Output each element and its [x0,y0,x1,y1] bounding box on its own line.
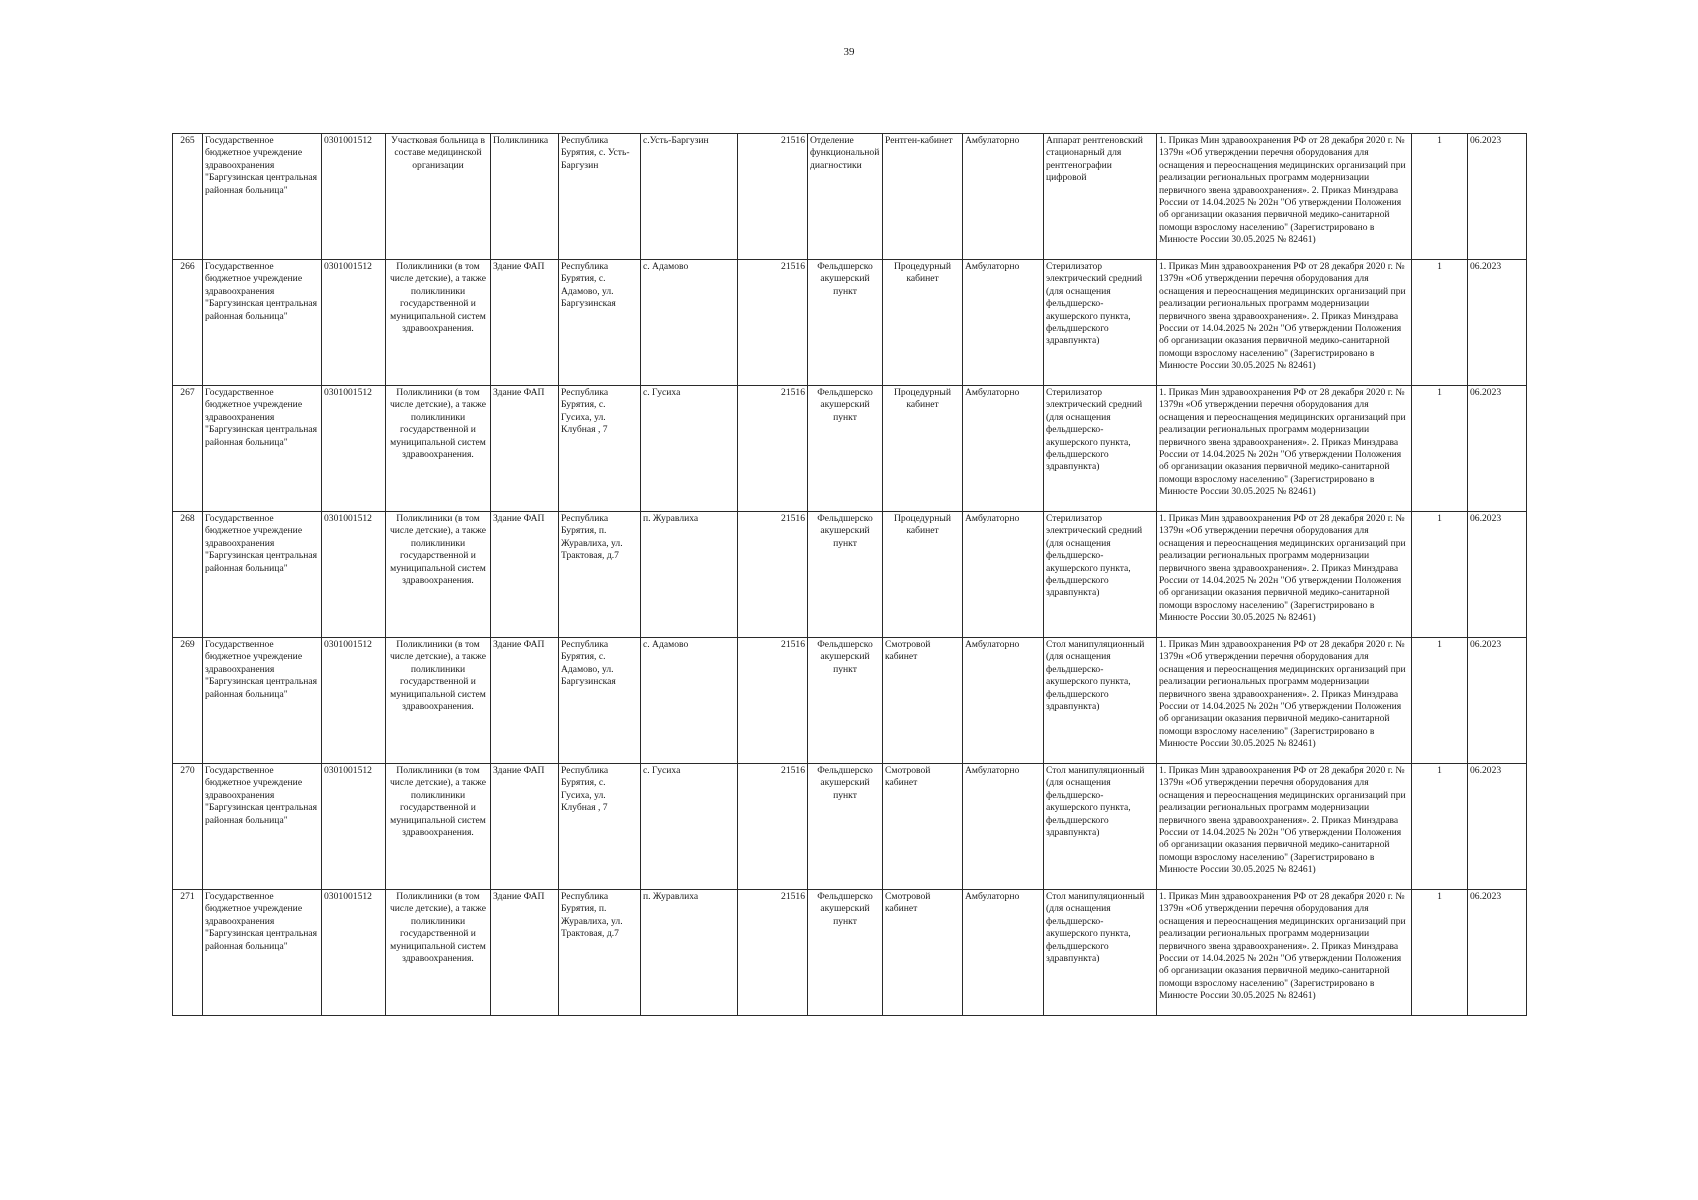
basis-cell: 1. Приказ Мин здравоохранения РФ от 28 декабря 2020 г. № 1379н «Об утверждении перечня оборудования для оснащения и переоснащения медицинских организаций при реализации региональных программ модернизации первичного звена здравоохранения». 2. Приказ Минздрава России от 14.04.2025 № 202н "Об утверждении Положения об организации оказания первичной медико-санитарной помощи взрослому населению" (Зарегистрировано в Минюсте России 30.05.2025 № 82461) [1157,764,1412,890]
date-cell: 06.2023 [1468,134,1527,260]
table-row [173,260,1527,386]
address-cell: Республика Бурятия, п. Журавлиха, ул. Трактовая, д.7 [559,512,641,638]
settlement-cell: с. Адамово [641,260,738,386]
equipment-cell: Стол манипуляционный (для оснащения фельдшерско-акушерского пункта, фельдшерского здравпункта) [1044,890,1157,1016]
care-form-cell: Амбулаторно [963,134,1044,260]
building-cell: Здание ФАП [491,386,559,512]
unit-type-cell: Поликлиники (в том числе детские), а также поликлиники государственной и муниципальной систем здравоохранения. [386,638,491,764]
care-form-cell: Амбулаторно [963,890,1044,1016]
address-cell: Республика Бурятия, с. Адамово, ул. Баргузинская [559,260,641,386]
building-cell: Здание ФАП [491,512,559,638]
care-form-cell: Амбулаторно [963,764,1044,890]
address-cell: Республика Бурятия, с. Усть-Баргузин [559,134,641,260]
date-cell: 06.2023 [1468,512,1527,638]
organization-cell: Государственное бюджетное учреждение здравоохранения "Баргузинская центральная районная больница" [203,134,322,260]
organization-cell: Государственное бюджетное учреждение здравоохранения "Баргузинская центральная районная больница" [203,386,322,512]
equipment-cell: Стерилизатор электрический средний (для оснащения фельдшерско-акушерского пункта, фельдшерского здравпункта) [1044,512,1157,638]
table-row [173,386,1527,512]
care-form-cell: Амбулаторно [963,512,1044,638]
basis-cell: 1. Приказ Мин здравоохранения РФ от 28 декабря 2020 г. № 1379н «Об утверждении перечня оборудования для оснащения и переоснащения медицинских организаций при реализации региональных программ модернизации первичного звена здравоохранения». 2. Приказ Минздрава России от 14.04.2025 № 202н "Об утверждении Положения об организации оказания первичной медико-санитарной помощи взрослому населению" (Зарегистрировано в Минюсте России 30.05.2025 № 82461) [1157,638,1412,764]
care-form-cell: Амбулаторно [963,260,1044,386]
equipment-cell: Стерилизатор электрический средний (для оснащения фельдшерско-акушерского пункта, фельдшерского здравпункта) [1044,260,1157,386]
room-cell: Процедурный кабинет [883,386,963,512]
okato-cell: 21516 [738,638,808,764]
room-cell: Процедурный кабинет [883,512,963,638]
basis-cell: 1. Приказ Мин здравоохранения РФ от 28 декабря 2020 г. № 1379н «Об утверждении перечня оборудования для оснащения и переоснащения медицинских организаций при реализации региональных программ модернизации первичного звена здравоохранения». 2. Приказ Минздрава России от 14.04.2025 № 202н "Об утверждении Положения об организации оказания первичной медико-санитарной помощи взрослому населению" (Зарегистрировано в Минюсте России 30.05.2025 № 82461) [1157,134,1412,260]
okato-cell: 21516 [738,512,808,638]
organization-cell: Государственное бюджетное учреждение здравоохранения "Баргузинская центральная районная больница" [203,512,322,638]
row-number: 265 [173,134,203,260]
building-cell: Здание ФАП [491,260,559,386]
quantity-cell: 1 [1412,512,1468,638]
organization-code-cell: 0301001512 [322,638,386,764]
okato-cell: 21516 [738,134,808,260]
basis-cell: 1. Приказ Мин здравоохранения РФ от 28 декабря 2020 г. № 1379н «Об утверждении перечня оборудования для оснащения и переоснащения медицинских организаций при реализации региональных программ модернизации первичного звена здравоохранения». 2. Приказ Минздрава России от 14.04.2025 № 202н "Об утверждении Положения об организации оказания первичной медико-санитарной помощи взрослому населению" (Зарегистрировано в Минюсте России 30.05.2025 № 82461) [1157,890,1412,1016]
organization-code-cell: 0301001512 [322,764,386,890]
table-row [173,638,1527,764]
department-cell: Фельдшерско акушерский пункт [808,386,883,512]
quantity-cell: 1 [1412,260,1468,386]
unit-type-cell: Поликлиники (в том числе детские), а также поликлиники государственной и муниципальной систем здравоохранения. [386,890,491,1016]
organization-cell: Государственное бюджетное учреждение здравоохранения "Баргузинская центральная районная больница" [203,890,322,1016]
department-cell: Фельдшерско акушерский пункт [808,638,883,764]
unit-type-cell: Участковая больница в составе медицинской организации [386,134,491,260]
page-number: 39 [843,46,855,58]
organization-code-cell: 0301001512 [322,134,386,260]
address-cell: Республика Бурятия, с. Гусиха, ул. Клубная , 7 [559,386,641,512]
equipment-cell: Стол манипуляционный (для оснащения фельдшерско-акушерского пункта, фельдшерского здравпункта) [1044,764,1157,890]
building-cell: Поликлиника [491,134,559,260]
settlement-cell: п. Журавлиха [641,512,738,638]
equipment-cell: Аппарат рентгеновский стационарный для рентгенографии цифровой [1044,134,1157,260]
building-cell: Здание ФАП [491,764,559,890]
quantity-cell: 1 [1412,638,1468,764]
basis-cell: 1. Приказ Мин здравоохранения РФ от 28 декабря 2020 г. № 1379н «Об утверждении перечня оборудования для оснащения и переоснащения медицинских организаций при реализации региональных программ модернизации первичного звена здравоохранения». 2. Приказ Минздрава России от 14.04.2025 № 202н "Об утверждении Положения об организации оказания первичной медико-санитарной помощи взрослому населению" (Зарегистрировано в Минюсте России 30.05.2025 № 82461) [1157,386,1412,512]
department-cell: Фельдшерско акушерский пункт [808,260,883,386]
date-cell: 06.2023 [1468,638,1527,764]
equipment-registry-table [172,133,1527,1016]
address-cell: Республика Бурятия, с. Гусиха, ул. Клубная , 7 [559,764,641,890]
table-row [173,764,1527,890]
table-row [173,890,1527,1016]
building-cell: Здание ФАП [491,638,559,764]
address-cell: Республика Бурятия, с. Адамово, ул. Баргузинская [559,638,641,764]
row-number: 268 [173,512,203,638]
department-cell: Фельдшерско акушерский пункт [808,512,883,638]
basis-cell: 1. Приказ Мин здравоохранения РФ от 28 декабря 2020 г. № 1379н «Об утверждении перечня оборудования для оснащения и переоснащения медицинских организаций при реализации региональных программ модернизации первичного звена здравоохранения». 2. Приказ Минздрава России от 14.04.2025 № 202н "Об утверждении Положения об организации оказания первичной медико-санитарной помощи взрослому населению" (Зарегистрировано в Минюсте России 30.05.2025 № 82461) [1157,260,1412,386]
row-number: 271 [173,890,203,1016]
unit-type-cell: Поликлиники (в том числе детские), а также поликлиники государственной и муниципальной систем здравоохранения. [386,260,491,386]
basis-cell: 1. Приказ Мин здравоохранения РФ от 28 декабря 2020 г. № 1379н «Об утверждении перечня оборудования для оснащения и переоснащения медицинских организаций при реализации региональных программ модернизации первичного звена здравоохранения». 2. Приказ Минздрава России от 14.04.2025 № 202н "Об утверждении Положения об организации оказания первичной медико-санитарной помощи взрослому населению" (Зарегистрировано в Минюсте России 30.05.2025 № 82461) [1157,512,1412,638]
row-number: 270 [173,764,203,890]
settlement-cell: с. Адамово [641,638,738,764]
quantity-cell: 1 [1412,134,1468,260]
organization-code-cell: 0301001512 [322,512,386,638]
date-cell: 06.2023 [1468,260,1527,386]
address-cell: Республика Бурятия, п. Журавлиха, ул. Трактовая, д.7 [559,890,641,1016]
okato-cell: 21516 [738,890,808,1016]
date-cell: 06.2023 [1468,764,1527,890]
table-row [173,134,1527,260]
room-cell: Смотровой кабинет [883,890,963,1016]
unit-type-cell: Поликлиники (в том числе детские), а также поликлиники государственной и муниципальной систем здравоохранения. [386,512,491,638]
organization-code-cell: 0301001512 [322,386,386,512]
row-number: 266 [173,260,203,386]
okato-cell: 21516 [738,260,808,386]
department-cell: Фельдшерско акушерский пункт [808,764,883,890]
table-row [173,512,1527,638]
okato-cell: 21516 [738,764,808,890]
equipment-cell: Стол манипуляционный (для оснащения фельдшерско-акушерского пункта, фельдшерского здравпункта) [1044,638,1157,764]
settlement-cell: п. Журавлиха [641,890,738,1016]
building-cell: Здание ФАП [491,890,559,1016]
date-cell: 06.2023 [1468,386,1527,512]
unit-type-cell: Поликлиники (в том числе детские), а также поликлиники государственной и муниципальной систем здравоохранения. [386,764,491,890]
room-cell: Смотровой кабинет [883,764,963,890]
room-cell: Рентген-кабинет [883,134,963,260]
organization-code-cell: 0301001512 [322,260,386,386]
equipment-cell: Стерилизатор электрический средний (для оснащения фельдшерско-акушерского пункта, фельдшерского здравпункта) [1044,386,1157,512]
organization-cell: Государственное бюджетное учреждение здравоохранения "Баргузинская центральная районная больница" [203,764,322,890]
registry-body [173,134,1527,1016]
unit-type-cell: Поликлиники (в том числе детские), а также поликлиники государственной и муниципальной систем здравоохранения. [386,386,491,512]
quantity-cell: 1 [1412,386,1468,512]
care-form-cell: Амбулаторно [963,638,1044,764]
organization-cell: Государственное бюджетное учреждение здравоохранения "Баргузинская центральная районная больница" [203,260,322,386]
room-cell: Смотровой кабинет [883,638,963,764]
department-cell: Отделение функциональной диагностики [808,134,883,260]
department-cell: Фельдшерско акушерский пункт [808,890,883,1016]
date-cell: 06.2023 [1468,890,1527,1016]
quantity-cell: 1 [1412,890,1468,1016]
organization-cell: Государственное бюджетное учреждение здравоохранения "Баргузинская центральная районная больница" [203,638,322,764]
settlement-cell: с.Усть-Баргузин [641,134,738,260]
row-number: 267 [173,386,203,512]
room-cell: Процедурный кабинет [883,260,963,386]
settlement-cell: с. Гусиха [641,386,738,512]
organization-code-cell: 0301001512 [322,890,386,1016]
quantity-cell: 1 [1412,764,1468,890]
care-form-cell: Амбулаторно [963,386,1044,512]
row-number: 269 [173,638,203,764]
settlement-cell: с. Гусиха [641,764,738,890]
okato-cell: 21516 [738,386,808,512]
